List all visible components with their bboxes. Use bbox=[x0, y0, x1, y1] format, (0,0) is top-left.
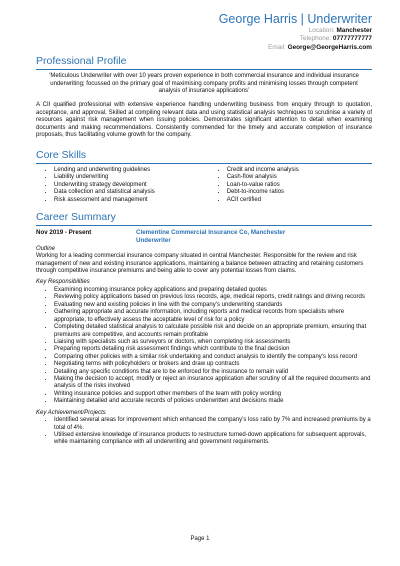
skills-heading: Core Skills bbox=[36, 148, 87, 161]
job-header bbox=[36, 229, 372, 244]
list-item: • Reviewing policy applications based on previous loss records, age, medical reports, credit ratings and driving records bbox=[54, 294, 372, 301]
skill-item: • Lending and underwriting guidelines bbox=[54, 167, 219, 175]
job-outline: Working for a leading commercial insurance company situated in central Manchester. Responsible for the review and risk management of new and existing insurance applications, maintaining a balance between attracting and retaining customers through competitive insurance premiums and being able to cover any potential losses from claims. bbox=[36, 253, 364, 275]
list-item: • Gathering appropriate and accurate information, including reports and medical records from specialists where appropriate, to effectively assess the acceptable level of risk for a policy bbox=[54, 309, 372, 324]
telephone-label: Telephone: bbox=[299, 35, 332, 43]
achievements-label: Key Achievement/Projects bbox=[36, 409, 106, 416]
section-divider bbox=[36, 163, 372, 164]
list-item: • Detailing any specific conditions that are to be enforced for the insurance to remain valid bbox=[54, 369, 372, 376]
outline-label: Outline bbox=[36, 245, 56, 252]
contact-telephone bbox=[36, 35, 372, 43]
skill-item: • Underwriting strategy development bbox=[54, 182, 219, 190]
skills-column-left bbox=[36, 167, 219, 205]
skill-item: • Loan-to-value ratios bbox=[227, 182, 372, 190]
list-item: • Comparing other policies with a similar risk undertaking and conduct analysis to identify the company’s loss record bbox=[54, 354, 372, 361]
profile-paragraph: A CII qualified professional with extensive experience handling underwriting business from enquiry through to quotation, acceptance, and approval. Skilled at compiling relevant data and using statistical analysis techniques to scrutinise a variety of resources against risk management when issuing policies. Demonstrates significant attention to detail when examining documents and making recommendations. Consistently commended for the timely and accurate completion of insurance proposals, thus facilitating volume growth for the company. bbox=[36, 102, 372, 139]
cv-header bbox=[36, 12, 372, 52]
list-item: • Liaising with specialists such as surveyors or doctors, when completing risk assessments bbox=[54, 339, 372, 346]
list-item: • Making the decision to accept, modify or reject an insurance application after scrutiny of all the required documents and analysis of the risks involved bbox=[54, 376, 372, 391]
achievements-list bbox=[36, 417, 372, 447]
skills-column-right bbox=[219, 167, 372, 205]
profile-heading: Professional Profile bbox=[36, 55, 127, 68]
telephone-value: 07777777777 bbox=[332, 35, 372, 43]
email-value[interactable]: George@GeorgeHarris.com bbox=[287, 43, 372, 51]
section-divider bbox=[36, 69, 372, 70]
profile-quote: ‘Meticulous Underwriter with over 10 years proven experience in both commercial insurance and individual insurance underwriting; focussed on the primary goal of maximising company profits and minimising losses through competent analysis of insurance applications’ bbox=[49, 73, 359, 95]
section-divider bbox=[36, 225, 372, 226]
email-label: Email: bbox=[268, 43, 286, 51]
skill-item: • Data collection and statistical analysis bbox=[54, 189, 219, 197]
list-item: • Completing detailed statistical analysis to calculate possible risk and decide on an appropriate premium, ensuring that premiums are competitive, and accounts remain profitable bbox=[54, 324, 372, 339]
career-heading: Career Summary bbox=[36, 211, 116, 224]
responsibilities-label: Key Responsibilities bbox=[36, 279, 90, 286]
job-dates: Nov 2019 - Present bbox=[36, 229, 92, 237]
list-item: • Utilised extensive knowledge of insurance products to restructure turned-down applications for subsequent approvals, while maintaining compliance with all underwriting and government requirements. bbox=[54, 432, 372, 447]
skill-item: • Cash-flow analysis bbox=[227, 174, 372, 182]
location-value: Manchester bbox=[336, 27, 372, 34]
contact-email bbox=[36, 44, 372, 52]
list-item: • Evaluating new and existing policies in line with the company’s underwriting standards bbox=[54, 302, 372, 309]
skill-item: • Liability underwriting bbox=[54, 174, 219, 182]
skill-item: • Risk assessment and management bbox=[54, 197, 219, 205]
job-employer bbox=[136, 229, 372, 244]
skill-item: • Credit and income analysis bbox=[227, 167, 372, 175]
career-section bbox=[36, 211, 372, 446]
list-item: • Preparing reports detailing risk assessment findings which contribute to the final decision bbox=[54, 346, 372, 353]
job-company: Clementine Commercial Insurance Co, Manchester bbox=[136, 229, 286, 237]
responsibilities-list bbox=[36, 287, 372, 406]
list-item: • Examining incoming insurance policy applications and preparing detailed quotes bbox=[54, 287, 372, 294]
list-item: • Maintaining detailed and accurate records of policies underwritten and decisions made bbox=[54, 398, 372, 405]
contact-location bbox=[36, 27, 372, 35]
list-item: • Identified several areas for improvement which enhanced the company’s loss ratio by 7% and increased premiums by a total of 4%. bbox=[54, 417, 372, 432]
skill-item: • Debt-to-income ratios bbox=[227, 189, 372, 197]
job-title: Underwriter bbox=[136, 237, 171, 245]
skills-section bbox=[36, 149, 372, 205]
location-label: Location: bbox=[308, 27, 335, 34]
skill-item: • ACII certified bbox=[227, 197, 372, 205]
profile-section bbox=[36, 55, 372, 140]
list-item: • Writing insurance policies and support other members of the team with policy wording bbox=[54, 391, 372, 398]
page-number: Page 1 bbox=[190, 536, 210, 542]
candidate-name: George Harris | Underwriter bbox=[218, 12, 372, 26]
skills-columns bbox=[36, 167, 372, 205]
list-item: • Negotiating terms with policyholders or brokers and draw up contracts bbox=[54, 361, 372, 368]
